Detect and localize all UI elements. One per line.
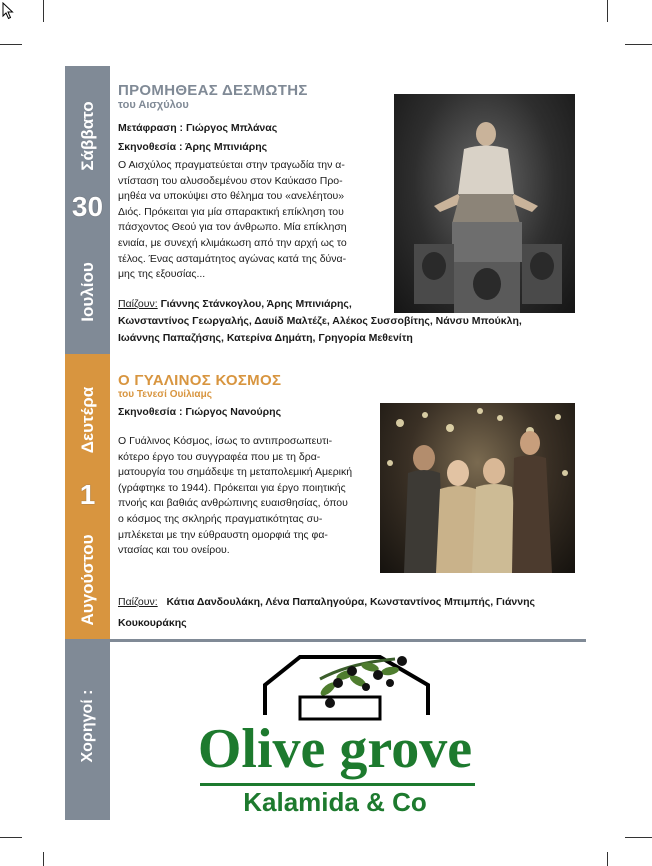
crop-mark [43,852,44,866]
event2-photo [380,403,575,573]
event2-direction: Σκηνοθεσία : Γιώργος Νανούρης [118,406,282,418]
crop-mark [43,0,44,22]
description-line: μπλέκεται με την εύθραυστη ομορφιά της φα- [118,528,328,541]
crop-mark [607,852,608,866]
day-number: 1 [79,479,96,510]
weekday-label: Δευτέρα [77,386,97,454]
sponsor-logo [180,645,490,820]
sponsors-sidebar [65,640,110,820]
crop-mark [607,0,608,22]
description-line: πάσχοντος Θεού για τον άνθρωπο. Μία επίκληση [118,221,347,234]
cast-names: Κουκουράκης [118,617,187,629]
description-line: (γράφτηκε το 1944). Πρόκειται για έργο ποιητικής [118,481,346,494]
sponsor-name: Olive grove [197,718,473,780]
description-line: κότερο έργο του συγγραφέα που με τη δρα- [118,450,321,463]
crop-mark [625,44,652,45]
description-line: ο κόσμος της σκληρής πραγματικότητας συ- [118,512,323,525]
cast-label: Παίζουν: [118,596,158,608]
crop-mark [0,837,22,838]
house-olive-icon [180,645,490,725]
crop-mark [625,837,652,838]
description-line: ντασίας και του ονείρου. [118,544,230,557]
weekday-label: Σάββατο [77,101,97,171]
section-divider [65,639,586,642]
mouse-cursor-icon [2,2,14,20]
cast-names: Κάτια Δανδουλάκη, Λένα Παπαληγούρα, Κωνσταντίνος Μπιμπής, Γιάννης [166,596,535,608]
event1-direction: Σκηνοθεσία : Άρης Μπινιάρης [118,141,268,153]
date-sidebar-event1 [65,66,110,354]
sponsor-divider [200,783,475,786]
description-line: ντίσταση του αλυσοδεμένου στον Καύκασο Προ- [118,174,343,187]
description-line: τέλος. Ένας ασταμάτητος αγώνας κατά της δύνα- [118,252,347,265]
description-line: Ο Αισχύλος πραγματεύεται στην τραγωδία την α- [118,159,345,171]
event1-photo [394,94,575,313]
event2-cast [118,592,578,634]
description-line: πνοής και βαθιάς ανθρώπινης ευαισθησίας, όπου [118,497,348,510]
event2-description [118,434,370,559]
month-label: Ιουλίου [77,262,97,322]
sponsor-company: Kalamida & Co [243,787,427,817]
event1-translation: Μετάφραση : Γιώργος Μπλάνας [118,122,278,134]
cast-names: Ιωάννης Παπαζήσης, Κατερίνα Δημάτη, Γρηγορία Μεθενίτη [118,332,413,344]
month-label: Αυγούστου [77,534,97,626]
cast-label: Παίζουν: [118,298,158,310]
cast-names: Γιάννης Στάνκογλου, Άρης Μπινιάρης, [160,298,352,310]
event1-cast [118,296,578,347]
day-number: 30 [71,191,104,222]
description-line: Διός. Πρόκειται για μία σπαρακτική επίκληση του [118,205,344,218]
crop-mark [0,44,22,45]
sponsors-label: Χορηγοί : [78,689,96,763]
event1-title: ΠΡΟΜΗΘΕΑΣ ΔΕΣΜΩΤΗΣ [118,82,308,99]
event2-author: του Τενεσί Ουίλιαμς [118,389,212,400]
cast-names: Κωνσταντίνος Γεωργαλής, Δαυίδ Μαλτέζε, Αλέκος Συσσοβίτης, Νάνσυ Μπούκλη, [118,315,522,327]
date-sidebar-event2 [65,354,110,640]
event1-description [118,158,380,283]
description-line: μηθέα να υποκύψει στο θέλημα του «ανελέητου» [118,190,345,203]
description-line: μης της εξουσίας... [118,268,206,281]
event1-author: του Αισχύλου [118,99,189,111]
description-line: ματουργία του σημάδεψε τη μεταπολεμική Αμερική [118,466,353,479]
description-line: Ο Γυάλινος Κόσμος, ίσως το αντιπροσωπευτι- [118,435,333,447]
description-line: ενιαία, με συνεχή κλιμάκωση από την αρχή ως το [118,236,347,249]
event2-title: Ο ΓΥΑΛΙΝΟΣ ΚΟΣΜΟΣ [118,372,282,389]
